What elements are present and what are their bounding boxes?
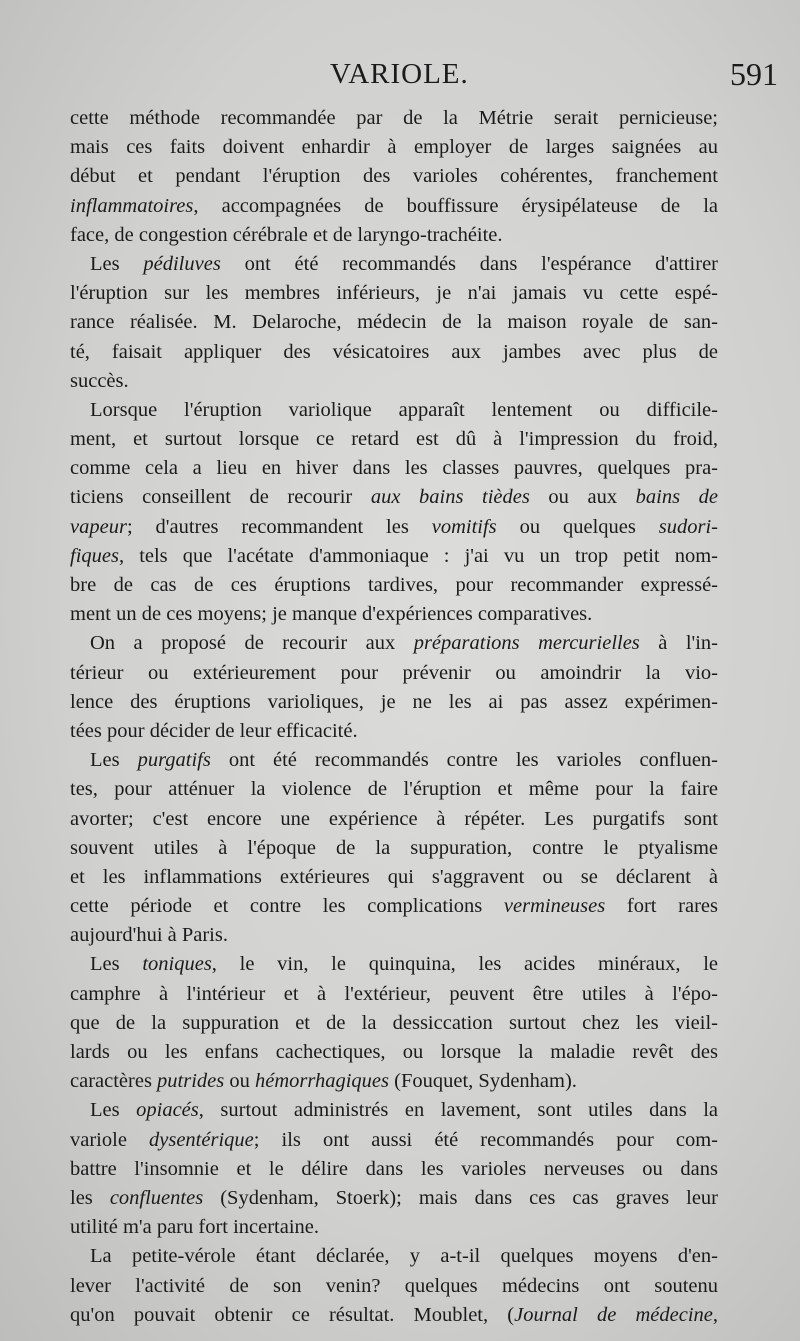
text-segment: aujourd'hui à Paris.	[70, 924, 228, 947]
text-line	[70, 221, 718, 250]
paragraph	[70, 746, 718, 950]
italic-text: hémorrhagiques	[255, 1070, 390, 1093]
text-segment: ont été recommandés dans l'espérance d'attirer	[220, 252, 718, 275]
italic-text: Journal de médecine	[514, 1303, 713, 1326]
text-line	[70, 659, 718, 688]
italic-text: préparations mercurielles	[413, 632, 640, 655]
text-segment: , tels que l'acétate d'ammoniaque : j'ai vu un trop petit nom-	[118, 544, 718, 567]
text-segment: tées pour décider de leur efficacité.	[70, 719, 358, 742]
text-segment: fort rares	[605, 895, 718, 918]
italic-text: vapeur	[70, 515, 127, 538]
italic-text: dysentérique	[149, 1128, 254, 1151]
text-segment: On a proposé de recourir aux	[90, 632, 414, 655]
italic-text: confluentes	[109, 1186, 204, 1209]
text-line	[70, 513, 718, 542]
text-segment: et les inflammations extérieures qui s'aggravent ou se déclarent à	[70, 865, 718, 888]
text-segment: ont été recommandés contre les varioles confluen-	[210, 749, 718, 772]
italic-text: sudori-	[658, 515, 719, 538]
text-line	[70, 162, 718, 191]
text-line	[70, 250, 718, 279]
text-line	[70, 1009, 718, 1038]
italic-text: aux bains tièdes	[370, 486, 530, 509]
text-line	[70, 775, 718, 804]
text-line	[70, 279, 718, 308]
text-segment: Les	[90, 953, 143, 976]
text-line	[70, 454, 718, 483]
text-line	[70, 483, 718, 512]
paragraph	[70, 250, 718, 396]
running-title: VARIOLE.	[330, 58, 469, 90]
text-line	[70, 629, 718, 658]
text-segment: térieur ou extérieurement pour prévenir ou amoindrir la vio-	[70, 661, 718, 684]
text-segment: ment un de ces moyens; je manque d'expériences comparatives.	[70, 603, 593, 626]
text-segment: ,	[712, 1303, 718, 1326]
text-segment: qu'on pouvait obtenir ce résultat. Moublet, (	[70, 1303, 515, 1326]
text-segment: tes, pour atténuer la violence de l'éruption et même pour la faire	[70, 778, 718, 801]
text-line	[70, 1213, 718, 1242]
paragraph	[70, 396, 718, 630]
page-number: 591	[730, 56, 778, 92]
text-line	[70, 425, 718, 454]
italic-text: opiacés	[136, 1099, 199, 1122]
text-line	[70, 921, 718, 950]
text-line	[70, 1067, 718, 1096]
text-line	[70, 1038, 718, 1067]
text-line	[70, 571, 718, 600]
text-line	[70, 1096, 718, 1125]
text-segment: Les	[90, 252, 144, 275]
text-segment: Lorsque l'éruption variolique apparaît lentement ou difficile-	[90, 398, 718, 421]
text-segment: Les	[90, 749, 138, 772]
text-line	[70, 1301, 718, 1330]
text-segment: ou quelques	[496, 515, 659, 538]
text-segment: battre l'insomnie et le délire dans les varioles nerveuses ou dans	[70, 1157, 718, 1180]
text-segment: variole	[70, 1128, 149, 1151]
text-segment: La petite-vérole étant déclarée, y a-t-il quelques moyens d'en-	[90, 1245, 718, 1268]
text-line	[70, 1126, 718, 1155]
text-segment: rance réalisée. M. Delaroche, médecin de la maison royale de san-	[70, 311, 718, 334]
text-segment: lever l'activité de son venin? quelques médecins ont soutenu	[70, 1274, 718, 1297]
text-segment: que de la suppuration et de la dessiccation surtout chez les vieil-	[70, 1011, 718, 1034]
text-line	[70, 104, 718, 133]
text-line	[70, 338, 718, 367]
text-segment: ticiens conseillent de recourir	[70, 486, 371, 509]
paragraph	[70, 629, 718, 746]
text-segment: l'éruption sur les membres inférieurs, je n'ai jamais vu cette espé-	[70, 282, 718, 305]
text-line	[70, 950, 718, 979]
text-segment: camphre à l'intérieur et à l'extérieur, peuvent être utiles à l'épo-	[70, 982, 718, 1005]
text-segment: caractères	[70, 1070, 158, 1093]
italic-text: toniques	[142, 953, 212, 976]
paragraph	[70, 104, 718, 250]
text-line	[70, 1184, 718, 1213]
paragraph	[70, 1096, 718, 1242]
text-line	[70, 192, 718, 221]
body-text	[70, 104, 718, 1330]
text-line	[70, 980, 718, 1009]
text-segment: utilité m'a paru fort incertaine.	[70, 1216, 320, 1239]
text-line	[70, 1155, 718, 1184]
text-line	[70, 834, 718, 863]
text-line	[70, 688, 718, 717]
text-line	[70, 1242, 718, 1271]
text-line	[70, 892, 718, 921]
text-segment: bre de cas de ces éruptions tardives, pour recommander expressé-	[70, 574, 718, 596]
text-segment: Les	[90, 1099, 137, 1122]
italic-text: pédiluves	[143, 252, 221, 275]
text-segment: , accompagnées de bouffissure érysipélateuse de la	[193, 194, 718, 217]
text-line	[70, 600, 718, 629]
text-segment: (Sydenham, Stoerk); mais dans ces cas graves leur	[203, 1186, 718, 1209]
text-line	[70, 133, 718, 162]
paragraph	[70, 950, 718, 1096]
text-segment: à l'in-	[639, 632, 718, 655]
text-line	[70, 717, 718, 746]
running-header	[0, 58, 800, 98]
italic-text: vermineuses	[503, 895, 606, 918]
text-segment: souvent utiles à l'époque de la suppuration, contre le ptyalisme	[70, 836, 718, 859]
text-segment: lards ou les enfans cachectiques, ou lorsque la maladie revêt des	[70, 1041, 718, 1063]
text-segment: succès.	[70, 369, 129, 392]
paragraph	[70, 1242, 718, 1330]
text-segment: cette période et contre les complications	[70, 895, 504, 918]
text-segment: mais ces faits doivent enhardir à employer de larges saignées au	[70, 136, 718, 159]
text-line	[70, 396, 718, 425]
italic-text: putrides	[157, 1070, 225, 1093]
text-segment: comme cela a lieu en hiver dans les classes pauvres, quelques pra-	[70, 457, 718, 480]
text-segment: face, de congestion cérébrale et de laryngo-trachéite.	[70, 223, 503, 246]
italic-text: fiques	[70, 544, 119, 567]
text-segment: ou aux	[529, 486, 636, 509]
italic-text: bains de	[635, 486, 719, 509]
text-segment: ; d'autres recommandent les	[126, 515, 432, 538]
text-line	[70, 1272, 718, 1301]
text-line	[70, 746, 718, 775]
text-segment: , surtout administrés en lavement, sont utiles dans la	[198, 1099, 718, 1122]
text-line	[70, 308, 718, 337]
text-segment: ou	[224, 1070, 255, 1093]
text-segment: té, faisait appliquer des vésicatoires aux jambes avec plus de	[70, 340, 718, 363]
italic-text: inflammatoires	[70, 194, 194, 217]
text-line	[70, 542, 718, 571]
text-segment: (Fouquet, Sydenham).	[389, 1070, 577, 1093]
text-line	[70, 863, 718, 892]
text-segment: avorter; c'est encore une expérience à répéter. Les purgatifs sont	[70, 807, 718, 830]
text-segment: début et pendant l'éruption des varioles cohérentes, franchement	[70, 165, 718, 188]
italic-text: vomitifs	[431, 515, 497, 538]
text-segment: les	[70, 1186, 110, 1209]
text-segment: ; ils ont aussi été recommandés pour com-	[253, 1128, 718, 1151]
text-segment: lence des éruptions varioliques, je ne les ai pas assez expérimen-	[70, 690, 718, 713]
text-line	[70, 367, 718, 396]
text-segment: , le vin, le quinquina, les acides minéraux, le	[211, 953, 718, 976]
text-segment: ment, et surtout lorsque ce retard est dû à l'impression du froid,	[70, 428, 718, 451]
text-line	[70, 805, 718, 834]
italic-text: purgatifs	[137, 749, 211, 772]
text-segment: cette méthode recommandée par de la Métrie serait pernicieuse;	[70, 107, 718, 129]
